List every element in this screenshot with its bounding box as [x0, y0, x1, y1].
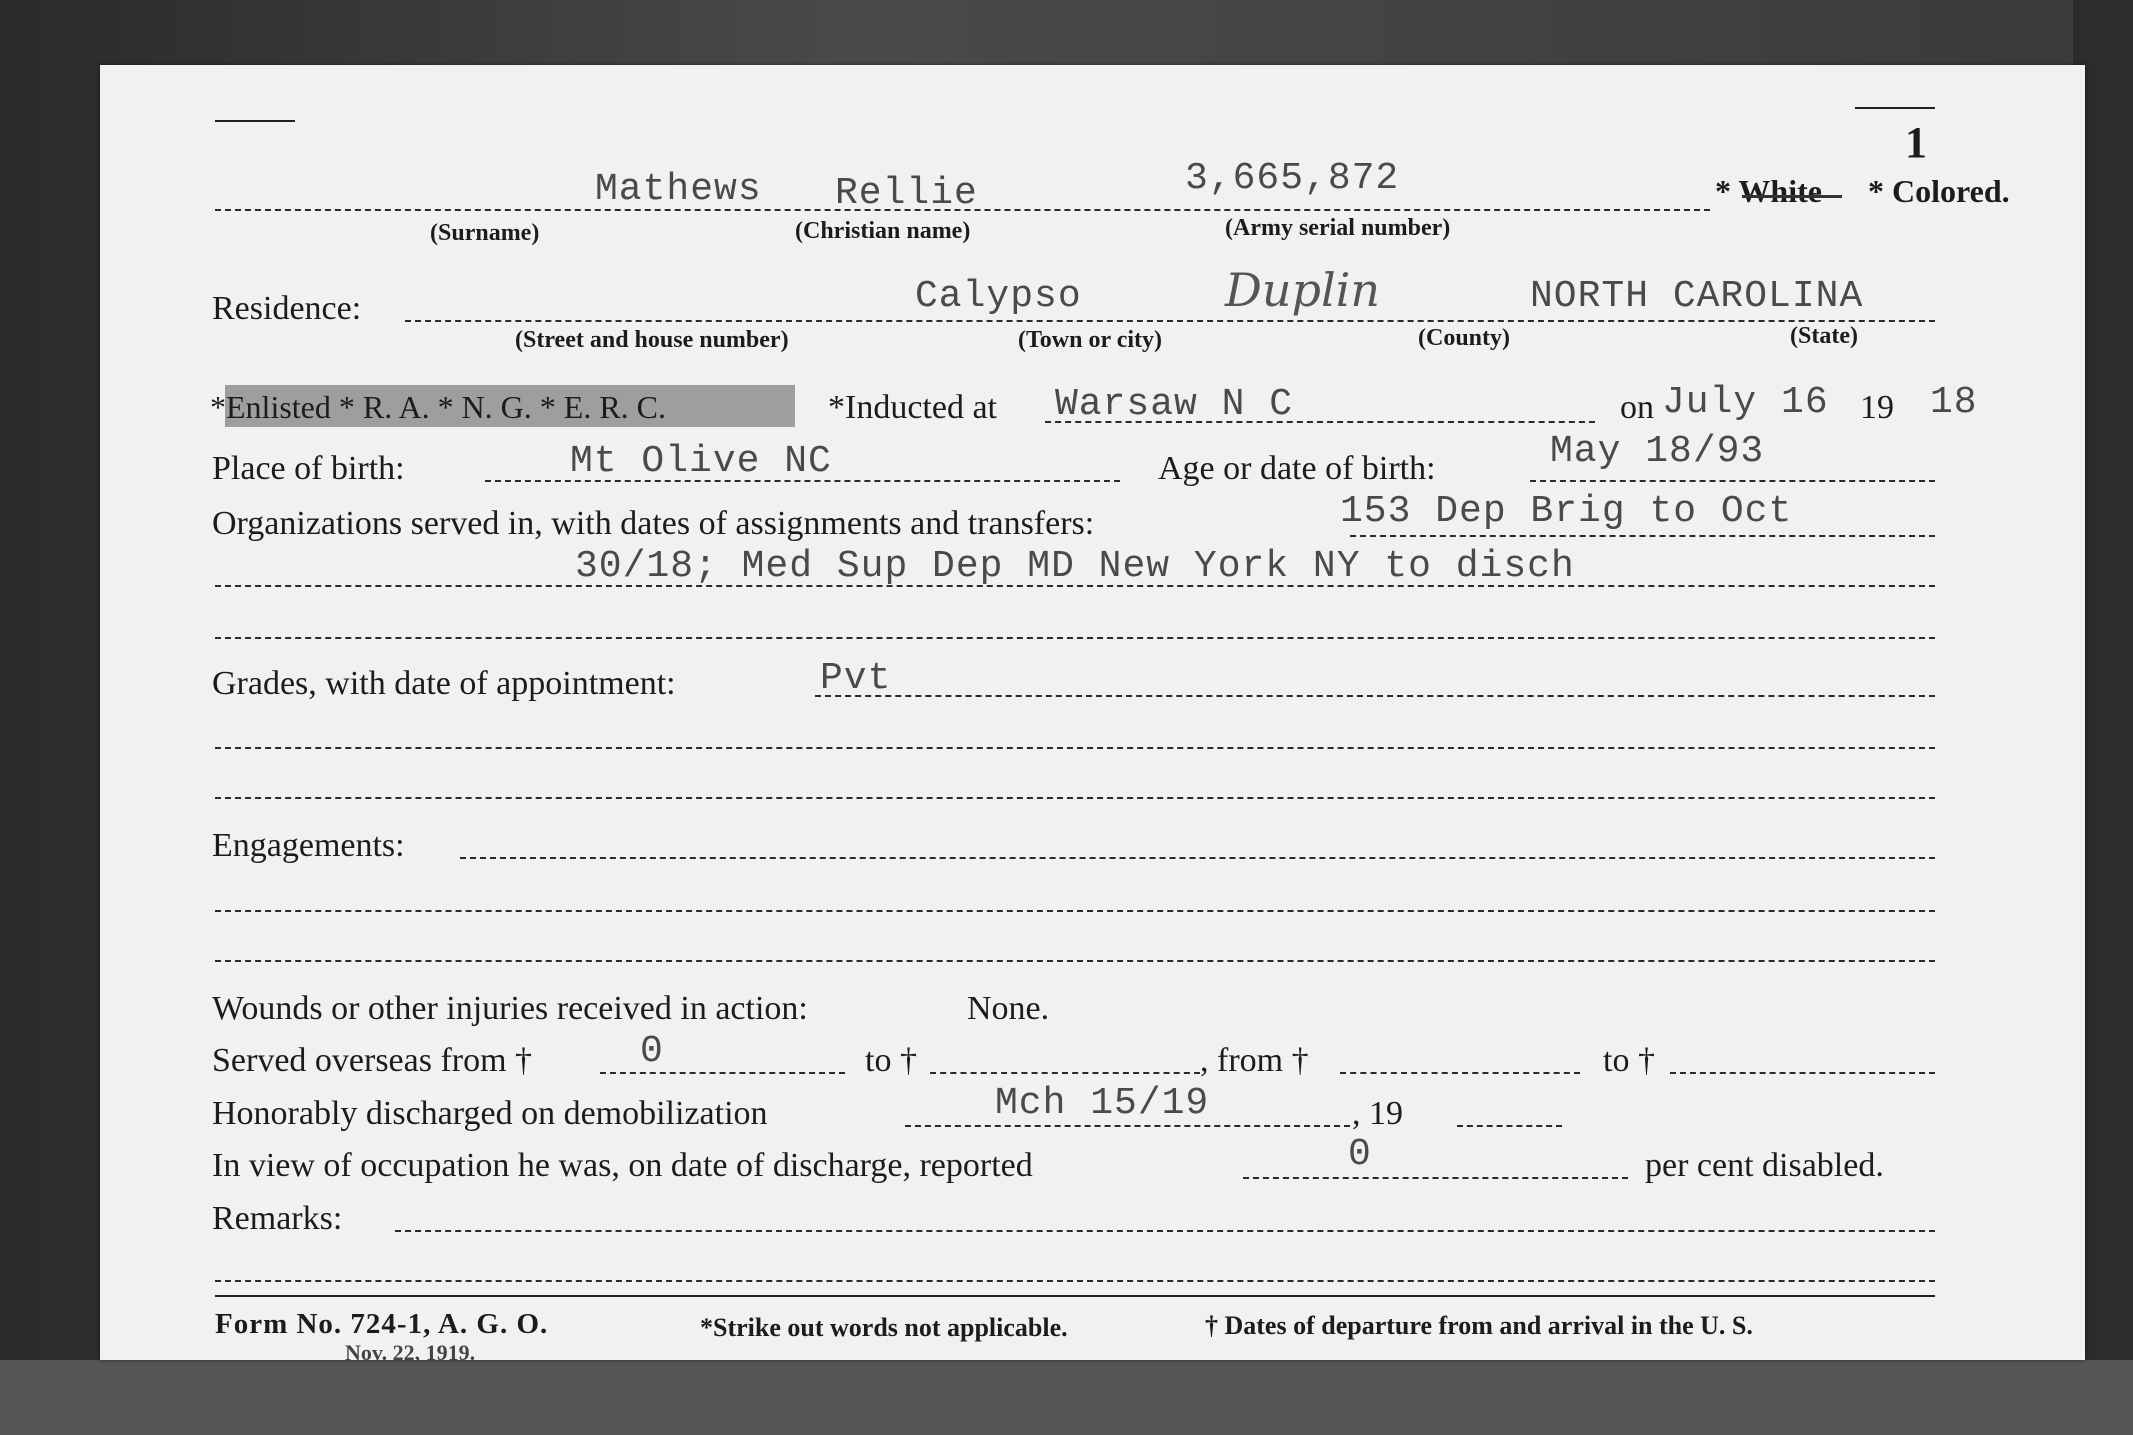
footer-rule	[215, 1295, 1935, 1297]
label-town: (Town or city)	[1018, 327, 1162, 353]
disability-line	[1243, 1177, 1628, 1179]
disability-suffix: per cent disabled.	[1645, 1147, 1884, 1184]
residence-line	[405, 320, 1935, 322]
birth-date-value: May 18/93	[1550, 430, 1765, 473]
overseas-from-line	[600, 1072, 845, 1074]
occupation-label: In view of occupation he was, on date of discharge, reported	[212, 1147, 1033, 1184]
label-county: (County)	[1418, 325, 1511, 351]
inducted-year-value: 18	[1930, 381, 1978, 424]
label-street: (Street and house number)	[515, 327, 789, 353]
scan-border-bottom	[0, 1360, 2133, 1435]
service-record-card	[100, 65, 2085, 1365]
overseas-from2-line	[1340, 1072, 1580, 1074]
grades-line-3	[215, 797, 1935, 799]
top-right-rule	[1855, 107, 1935, 109]
surname-value: Mathews	[595, 168, 762, 211]
grade-value: Pvt	[820, 657, 892, 700]
organizations-line-3	[215, 637, 1935, 639]
inducted-place-value: Warsaw N C	[1055, 383, 1294, 426]
state-value: NORTH CAROLINA	[1530, 275, 1864, 318]
wounds-label: Wounds or other injuries received in action:	[212, 990, 808, 1027]
label-surname: (Surname)	[430, 220, 540, 246]
race-colored: * Colored.	[1868, 173, 2010, 209]
label-serial-number: (Army serial number)	[1225, 215, 1451, 241]
inducted-label: *Inducted at	[828, 389, 997, 426]
form-date: Nov. 22, 1919.	[345, 1340, 476, 1365]
organizations-label: Organizations served in, with dates of assignments and transfers:	[212, 505, 1095, 542]
wounds-value: None.	[967, 990, 1050, 1027]
label-state: (State)	[1790, 323, 1858, 349]
disability-value: 0	[1348, 1133, 1372, 1176]
overseas-to2-line	[1670, 1072, 1935, 1074]
engagements-line-2	[215, 910, 1935, 912]
enlisted-options: *Enlisted * R. A. * N. G. * E. R. C.	[210, 389, 667, 425]
residence-label: Residence:	[212, 290, 362, 327]
form-number: Form No. 724-1, A. G. O.	[215, 1308, 549, 1340]
engagements-line-1	[460, 857, 1935, 859]
organizations-line-1	[1350, 535, 1935, 537]
age-line	[1530, 480, 1935, 482]
town-value: Calypso	[915, 275, 1082, 318]
engagements-label: Engagements:	[212, 827, 405, 864]
label-christian-name: (Christian name)	[795, 218, 971, 244]
inducted-date-value: July 16	[1662, 381, 1829, 424]
remarks-label: Remarks:	[212, 1200, 343, 1237]
discharged-line	[905, 1125, 1350, 1127]
age-label: Age or date of birth:	[1158, 450, 1436, 487]
footnote-strike: *Strike out words not applicable.	[700, 1313, 1068, 1342]
discharged-label: Honorably discharged on demobilization	[212, 1095, 768, 1132]
organizations-value-2: 30/18; Med Sup Dep MD New York NY to disch	[575, 545, 1575, 588]
race-white-strike	[1742, 195, 1842, 198]
serial-number-value: 3,665,872	[1185, 157, 1400, 200]
christian-name-value: Rellie	[835, 172, 978, 215]
overseas-to-label: to †	[865, 1042, 917, 1079]
grades-label: Grades, with date of appointment:	[212, 665, 676, 702]
discharged-date-value: Mch 15/19	[995, 1082, 1210, 1125]
grades-line-1	[815, 695, 1935, 697]
footnote-dates: † Dates of departure from and arrival in the U. S.	[1205, 1311, 1753, 1340]
remarks-line-2	[215, 1280, 1935, 1282]
engagements-line-3	[215, 960, 1935, 962]
top-left-rule	[215, 120, 295, 122]
overseas-from2-label: , from †	[1200, 1042, 1309, 1079]
county-value: Duplin	[1225, 263, 1381, 317]
discharged-year-line	[1457, 1125, 1562, 1127]
card-number: 1	[1905, 118, 1927, 167]
overseas-to2-label: to †	[1603, 1042, 1655, 1079]
race-white: * White	[1715, 173, 1822, 209]
organizations-value-1: 153 Dep Brig to Oct	[1340, 490, 1793, 533]
overseas-label: Served overseas from †	[212, 1042, 533, 1079]
birth-place-label: Place of birth:	[212, 450, 405, 487]
overseas-from-value: 0	[640, 1030, 664, 1073]
on-label: on	[1620, 389, 1654, 426]
overseas-to-line	[930, 1072, 1200, 1074]
discharged-year-prefix: , 19	[1352, 1095, 1403, 1132]
grades-line-2	[215, 747, 1935, 749]
year-prefix: 19	[1860, 389, 1894, 426]
remarks-line-1	[395, 1230, 1935, 1232]
birth-place-value: Mt Olive NC	[570, 440, 832, 483]
